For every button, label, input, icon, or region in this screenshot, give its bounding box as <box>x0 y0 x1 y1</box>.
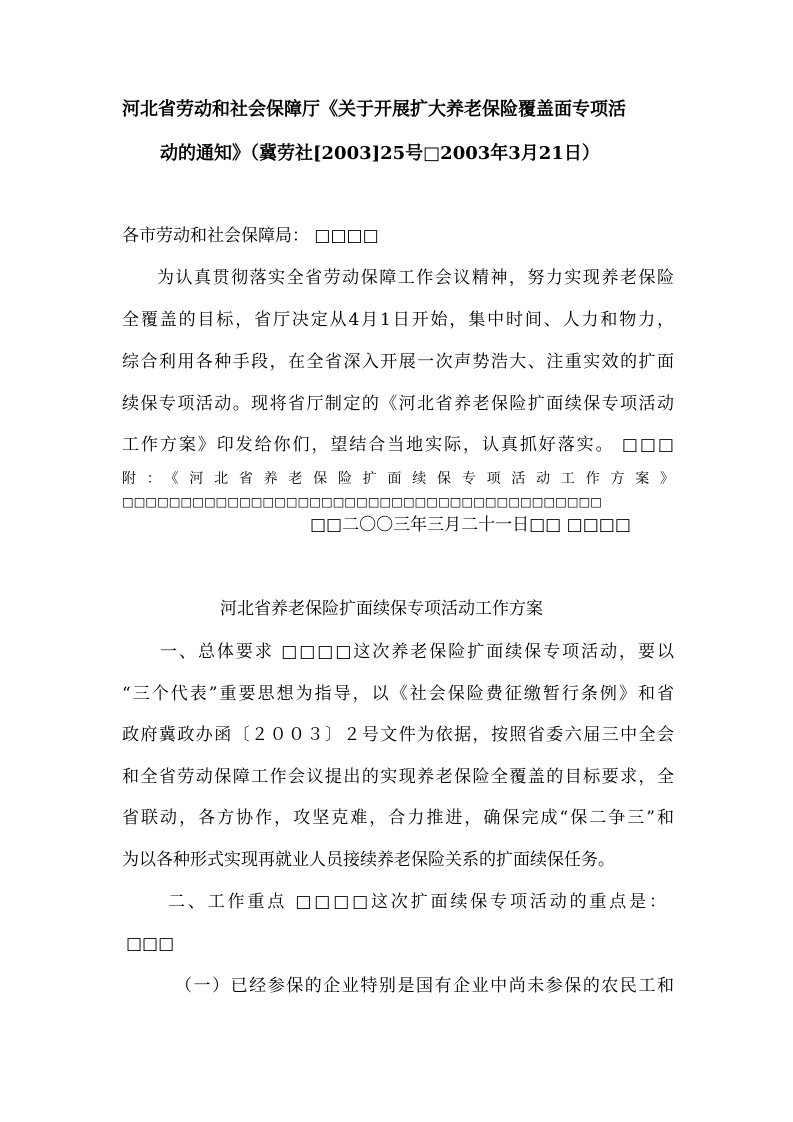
notice-para-line: 为认真贯彻落实全省劳动保障工作会议精神，努力实现养老保险 <box>157 268 674 288</box>
section1-line: 一、总体要求 □□□□这次养老保险扩面续保专项活动，要以 <box>160 642 674 662</box>
section1-line: 为以各种形式实现再就业人员接续养老保险关系的扩面续保任务。 <box>122 850 615 870</box>
salutation: 各市劳动和社会保障局： □□□□ <box>122 226 379 246</box>
notice-para-line: 综合利用各种手段，在全省深入开展一次声势浩大、注重实效的扩面 <box>122 352 674 372</box>
notice-para-line: 续保专项活动。现将省厅制定的《河北省养老保险扩面续保专项活动 <box>122 394 674 414</box>
section1-line: 政府冀政办函〔２００３〕２号文件为依据，按照省委六届三中全会 <box>122 725 674 745</box>
section1-line: 省联动，各方协作，攻坚克难，合力推进，确保完成“保二争三”和 <box>122 808 674 828</box>
section2-heading: 二、工作重点 □□□□这次扩面续保专项活动的重点是： <box>168 892 666 912</box>
notice-para-line: 全覆盖的目标，省厅决定从4月1日开始，集中时间、人力和物力， <box>122 310 674 330</box>
item-1-text: （一）已经参保的企业特别是国有企业中尚未参保的农民工和 <box>175 976 674 996</box>
notice-date: □□二〇〇三年三月二十一日□□ □□□□ <box>310 515 631 535</box>
notice-para-line: 工作方案》印发给你们，望结合当地实际，认真抓好落实。 □□□ <box>122 435 674 455</box>
placeholder-box-row: □□□□□□□□□□□□□□□□□□□□□□□□□□□□□□□□□□□□□□□□□ <box>122 494 602 509</box>
section1-line: 和全省劳动保障工作会议提出的实现养老保险全覆盖的目标要求，全 <box>122 767 674 787</box>
attachment-reference: 附：《河北省养老保险扩面续保专项活动工作方案》 <box>122 471 674 487</box>
section2-placeholder: □□□ <box>126 934 175 954</box>
notice-title-line-2: 动的通知》（冀劳社[2003]25号□2003年3月21日） <box>160 143 600 164</box>
plan-heading: 河北省养老保险扩面续保专项活动工作方案 <box>220 599 543 619</box>
section1-line: “三个代表”重要思想为指导，以《社会保险费征缴暂行条例》和省 <box>122 684 674 704</box>
notice-title-line-1: 河北省劳动和社会保障厅《关于开展扩大养老保险覆盖面专项活 <box>122 99 626 120</box>
